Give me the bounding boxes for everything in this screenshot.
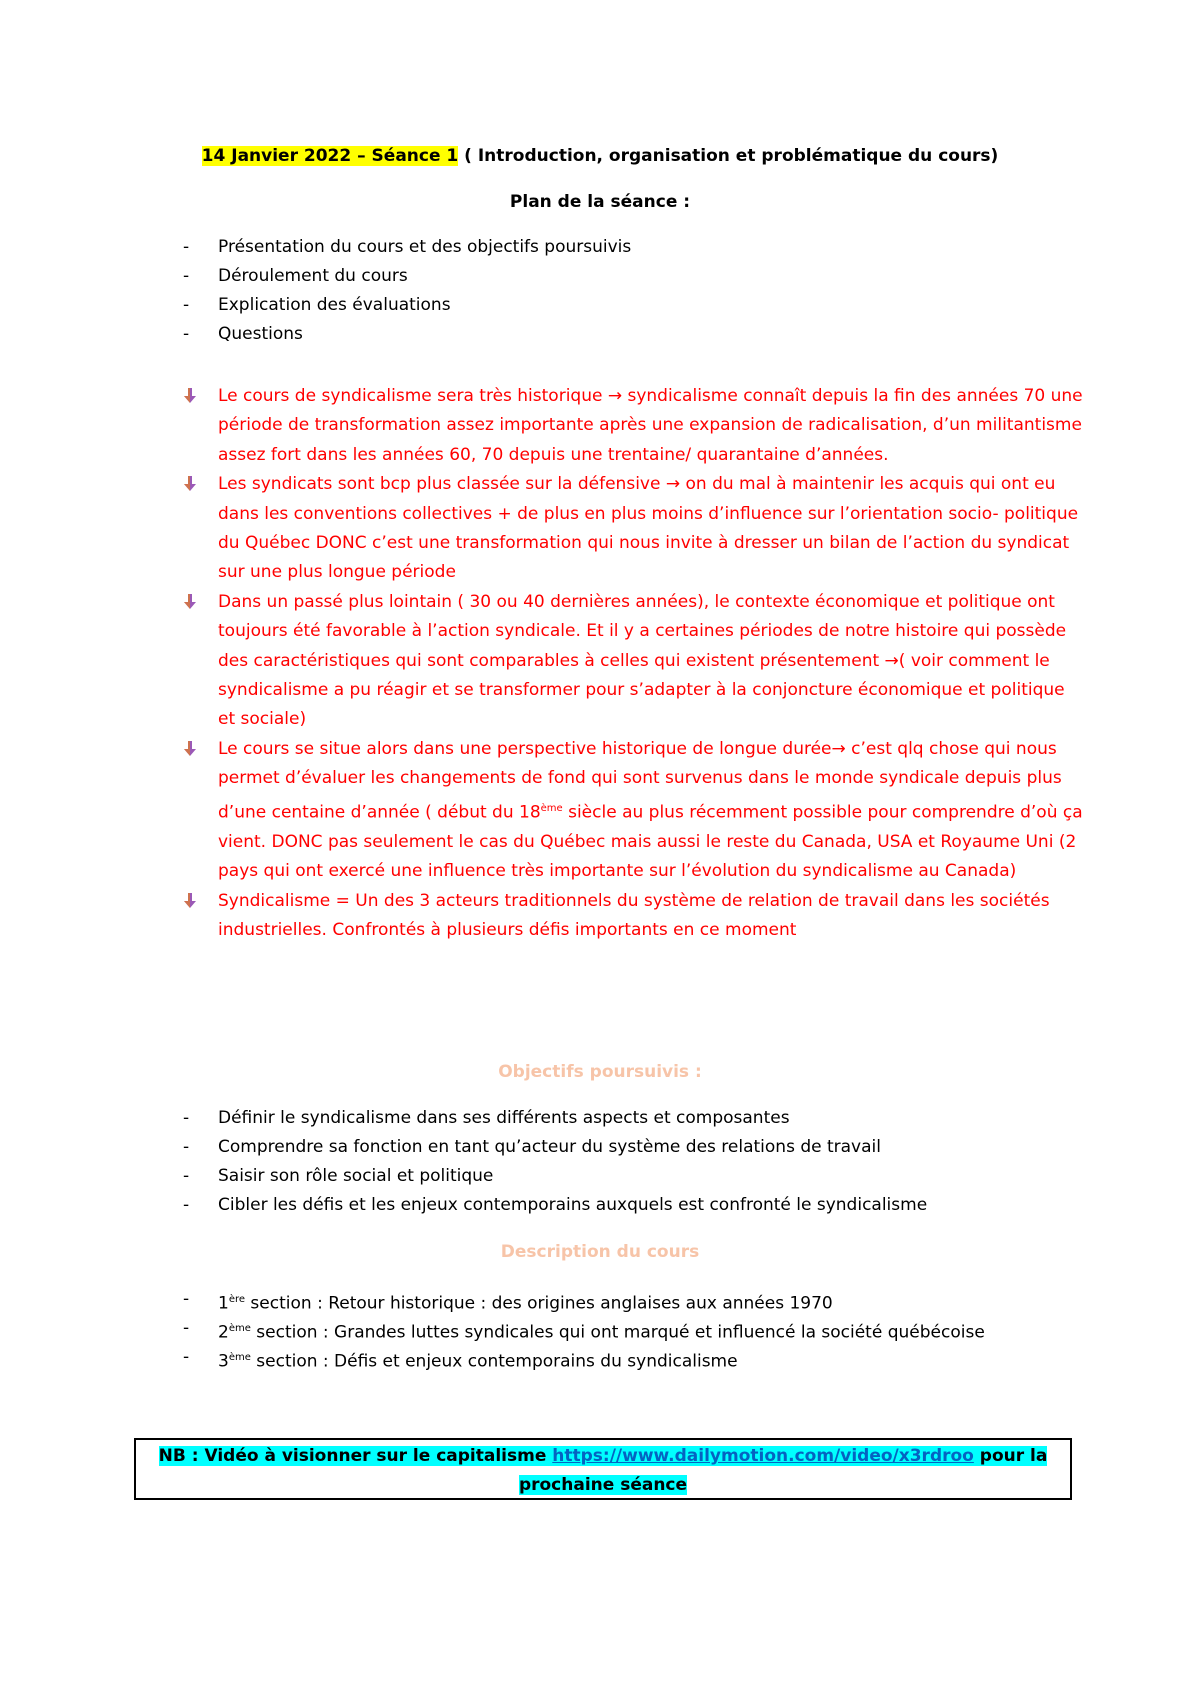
section-item: - 3ème section : Défis et enjeux contemporains du syndicalisme <box>183 1343 985 1372</box>
note-item: Dans un passé plus lointain ( 30 ou 40 dernières années), le contexte économique et politique ont toujours été favorable à l’action syndicale. Et il y a certaines périodes de notre histoire qui possède des caractéristiques qui sont comparables à celles qui existent présentement →( voir comment le syndicalisme a pu réagir et se transformer pour s’adapter à la conjoncture économique et politique et sociale) <box>183 588 1083 735</box>
nb-box <box>134 1438 1072 1500</box>
nb-suffix: pour la prochaine séance <box>518 1446 1048 1495</box>
section-item: - 2ème section : Grandes luttes syndicales qui ont marqué et influencé la société québécoise <box>183 1314 985 1343</box>
arrow-bullet-icon <box>183 893 197 909</box>
objectives-title: Objectifs poursuivis : <box>498 1062 702 1082</box>
arrow-bullet-icon <box>183 388 197 404</box>
objective-item: - Définir le syndicalisme dans ses différents aspects et composantes <box>183 1104 927 1133</box>
plan-item: - Présentation du cours et des objectifs poursuivis <box>183 233 631 262</box>
title-date-session: 14 Janvier 2022 – Séance 1 <box>201 146 459 166</box>
page-title <box>0 146 1200 166</box>
note-item: Le cours de syndicalisme sera très historique → syndicalisme connaît depuis la fin des années 70 une période de transformation assez importante après une expansion de radicalisation, d’un militantisme assez fort dans les années 60, 70 depuis une trentaine/ quarantaine d’années. <box>183 382 1083 470</box>
note-item: Les syndicats sont bcp plus classée sur la défensive → on du mal à maintenir les acquis qui ont eu dans les conventions collectives + de plus en plus moins d’influence sur l’orientation socio- politique du Québec DONC c’est une transformation qui nous invite à dresser un bilan de l’action du syndicat sur une plus longue période <box>183 470 1083 588</box>
objective-item: - Comprendre sa fonction en tant qu’acteur du système des relations de travail <box>183 1133 927 1162</box>
sections-list <box>183 1285 985 1372</box>
arrow-bullet-icon <box>183 594 197 610</box>
description-title: Description du cours <box>500 1242 700 1262</box>
plan-item: - Questions <box>183 320 631 349</box>
nb-prefix: NB : Vidéo à visionner sur le capitalisme <box>158 1446 553 1466</box>
video-link[interactable]: https://www.dailymotion.com/video/x3rdroo <box>552 1446 974 1466</box>
plan-list <box>183 233 631 349</box>
notes-list <box>183 382 1083 945</box>
plan-item: - Explication des évaluations <box>183 291 631 320</box>
objectives-list <box>183 1104 927 1220</box>
objective-item: - Saisir son rôle social et politique <box>183 1162 927 1191</box>
plan-item: - Déroulement du cours <box>183 262 631 291</box>
note-item: Syndicalisme = Un des 3 acteurs traditionnels du système de relation de travail dans les sociétés industrielles. Confrontés à plusieurs défis importants en ce moment <box>183 887 1083 946</box>
arrow-bullet-icon <box>183 476 197 492</box>
note-item: Le cours se situe alors dans une perspective historique de longue durée→ c’est qlq chose qui nous permet d’évaluer les changements de fond qui sont survenus dans le monde syndicale depuis plus d’une centaine d’année ( début du 18ème siècle au plus récemment possible pour comprendre d’où ça vient. DONC pas seulement le cas du Québec mais aussi le reste du Canada, USA et Royaume Uni (2 pays qui ont exercé une influence très importante sur l’évolution du syndicalisme au Canada) <box>183 735 1083 887</box>
objective-item: - Cibler les défis et les enjeux contemporains auxquels est confronté le syndicalisme <box>183 1191 927 1220</box>
plan-title: Plan de la séance : <box>509 192 691 212</box>
section-item: - 1ère section : Retour historique : des origines anglaises aux années 1970 <box>183 1285 985 1314</box>
title-description: ( Introduction, organisation et problématique du cours) <box>458 146 999 166</box>
arrow-bullet-icon <box>183 741 197 757</box>
